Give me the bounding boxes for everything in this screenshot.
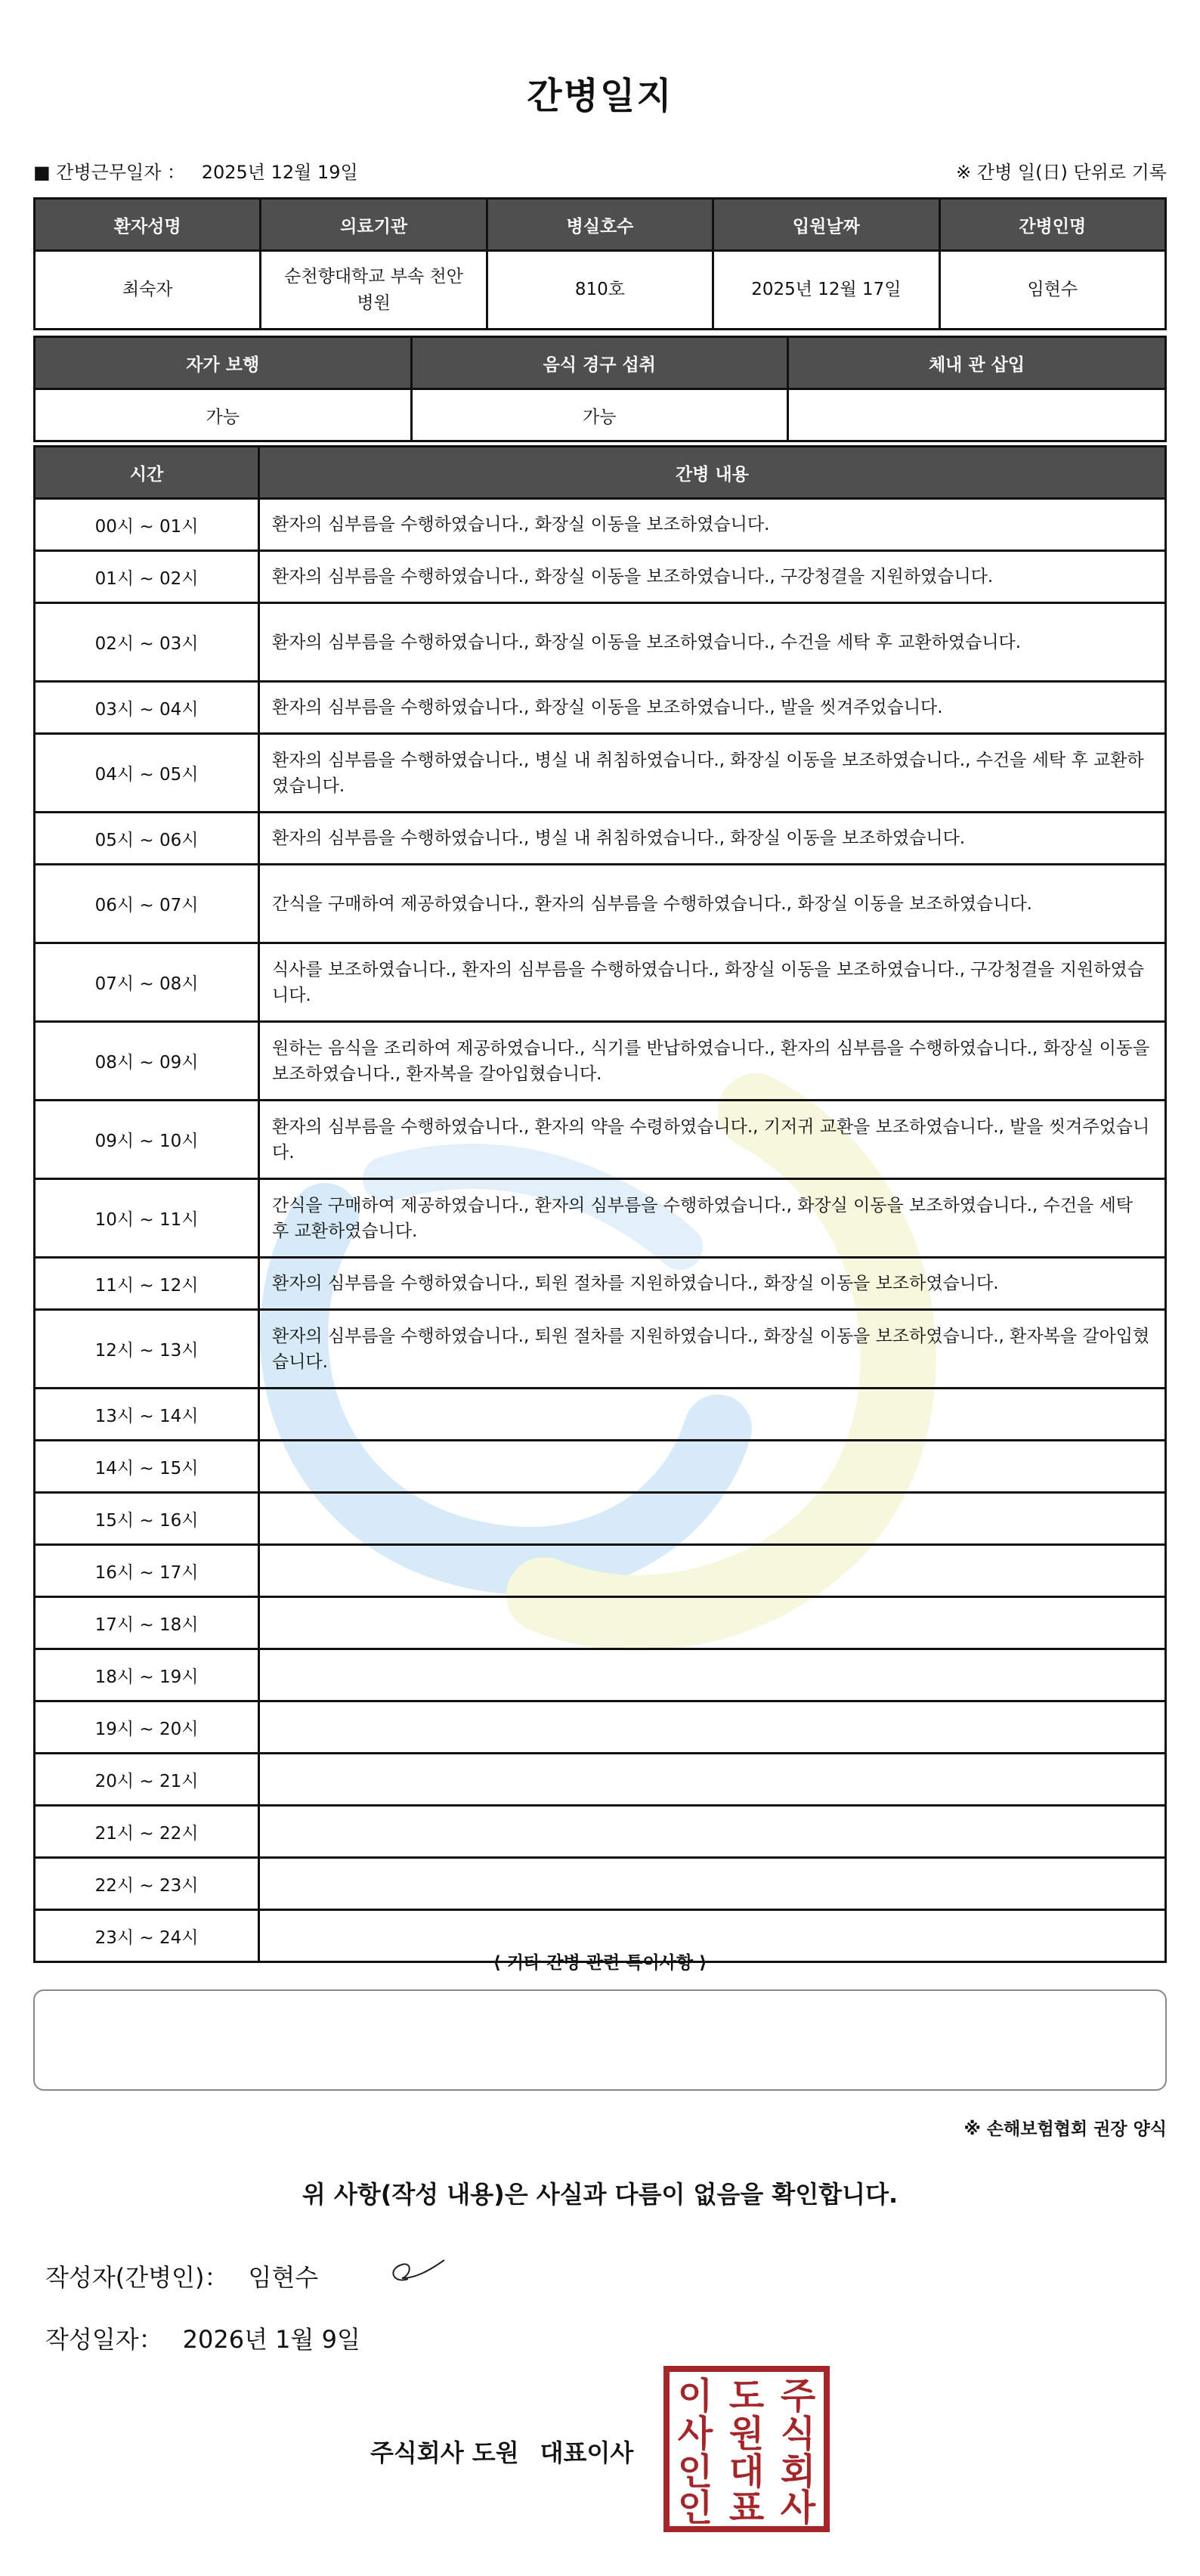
log-content: 환자의 심부름을 수행하였습니다., 화장실 이동을 보조하였습니다., 발을 씻겨주었습니다. (259, 682, 1166, 734)
log-content: 환자의 심부름을 수행하였습니다., 화장실 이동을 보조하였습니다., 수건을 세탁 후 교환하였습니다. (259, 603, 1166, 682)
log-content (259, 1754, 1166, 1806)
log-row (35, 813, 1166, 865)
log-time: 01시 ~ 02시 (35, 551, 259, 603)
author-name: 임현수 (248, 2263, 319, 2292)
log-time: 00시 ~ 01시 (35, 499, 259, 551)
log-time: 06시 ~ 07시 (35, 865, 259, 943)
log-time: 18시 ~ 19시 (35, 1649, 259, 1701)
log-content (259, 1649, 1166, 1701)
written-date-value: 2026년 1월 9일 (182, 2325, 360, 2354)
log-row (35, 1910, 1166, 1962)
log-content: 원하는 음식을 조리하여 제공하였습니다., 식기를 반납하였습니다., 환자의 심부름을 수행하였습니다., 화장실 이동을 보조하였습니다., 환자복을 갈아입혔습니다. (259, 1022, 1166, 1101)
header-hospital: 의료기관 (261, 199, 487, 251)
log-time: 21시 ~ 22시 (35, 1806, 259, 1858)
log-content: 환자의 심부름을 수행하였습니다., 화장실 이동을 보조하였습니다., 구강청결을 지원하였습니다. (259, 551, 1166, 603)
care-log-table (33, 445, 1167, 1963)
log-content (259, 1701, 1166, 1754)
log-content (259, 1858, 1166, 1910)
written-date-line (45, 2321, 360, 2355)
company-seal (662, 2364, 831, 2534)
seal-char: 이 (677, 2375, 713, 2417)
recommend-note: ※ 손해보험협회 권장 양식 (963, 2119, 1167, 2139)
seal-char: 대 (728, 2451, 765, 2493)
header-care-content: 간병 내용 (259, 447, 1166, 499)
log-content (259, 1545, 1166, 1597)
seal-char: 주 (780, 2375, 816, 2417)
seal-char: 회 (780, 2451, 816, 2493)
walking-value: 가능 (35, 389, 412, 441)
log-row (35, 603, 1166, 682)
log-row (35, 1441, 1166, 1493)
log-time: 09시 ~ 10시 (35, 1101, 259, 1179)
log-content (259, 1441, 1166, 1493)
log-row (35, 1101, 1166, 1179)
log-row (35, 943, 1166, 1022)
written-date-label: 작성일자： (45, 2325, 163, 2354)
log-row (35, 1310, 1166, 1389)
company-line (370, 2434, 633, 2469)
unit-note: ※ 간병 일(日) 단위로 기록 (956, 162, 1167, 183)
log-row (35, 1597, 1166, 1649)
company-name: 주식회사 도원 (370, 2438, 519, 2467)
log-row (35, 1022, 1166, 1101)
work-date-label: ■ 간병근무일자 ： (33, 162, 186, 183)
log-content: 간식을 구매하여 제공하였습니다., 환자의 심부름을 수행하였습니다., 화장실 이동을 보조하였습니다., 수건을 세탁 후 교환하였습니다. (259, 1179, 1166, 1258)
patient-name: 최숙자 (35, 251, 261, 330)
tube-insertion-value (788, 389, 1166, 441)
log-content: 환자의 심부름을 수행하였습니다., 병실 내 취침하였습니다., 화장실 이동을 보조하였습니다., 수건을 세탁 후 교환하였습니다. (259, 734, 1166, 813)
work-date (33, 157, 358, 184)
log-content: 식사를 보조하였습니다., 환자의 심부름을 수행하였습니다., 화장실 이동을 보조하였습니다., 구강청결을 지원하였습니다. (259, 943, 1166, 1022)
log-time: 14시 ~ 15시 (35, 1441, 259, 1493)
confirm-statement: 위 사항(작성 내용)은 사실과 다름이 없음을 확인합니다. (302, 2180, 898, 2209)
log-time: 03시 ~ 04시 (35, 682, 259, 734)
oral-intake-value: 가능 (411, 389, 788, 441)
log-time: 11시 ~ 12시 (35, 1258, 259, 1310)
log-content (259, 1806, 1166, 1858)
log-row (35, 1493, 1166, 1545)
header-caregiver-name: 간병인명 (939, 199, 1165, 251)
log-time: 10시 ~ 11시 (35, 1179, 259, 1258)
log-time: 04시 ~ 05시 (35, 734, 259, 813)
caregiver-name: 임현수 (939, 251, 1165, 330)
log-time: 15시 ~ 16시 (35, 1493, 259, 1545)
header-tube-insertion: 체내 관 삽입 (788, 337, 1166, 389)
log-row (35, 551, 1166, 603)
hospital-name: 순천향대학교 부속 천안 병원 (261, 251, 487, 330)
ability-table (33, 336, 1167, 442)
log-row (35, 1701, 1166, 1754)
log-content (259, 1389, 1166, 1441)
log-time: 05시 ~ 06시 (35, 813, 259, 865)
seal-char: 인 (677, 2487, 713, 2529)
seal-char: 표 (728, 2487, 765, 2529)
log-time: 02시 ~ 03시 (35, 603, 259, 682)
room-number: 810호 (487, 251, 713, 330)
log-time: 23시 ~ 24시 (35, 1910, 259, 1962)
log-row (35, 1858, 1166, 1910)
seal-char: 원 (728, 2413, 765, 2455)
seal-char: 식 (780, 2413, 816, 2455)
log-content (259, 1493, 1166, 1545)
log-content (259, 1910, 1166, 1962)
log-time: 13시 ~ 14시 (35, 1389, 259, 1441)
log-row (35, 865, 1166, 943)
notes-title: ⟨ 기타 간병 관련 특이사항 ⟩ (493, 1953, 707, 1973)
log-content (259, 1597, 1166, 1649)
log-time: 07시 ~ 08시 (35, 943, 259, 1022)
log-content: 환자의 심부름을 수행하였습니다., 퇴원 절차를 지원하였습니다., 화장실 이동을 보조하였습니다. (259, 1258, 1166, 1310)
log-content: 환자의 심부름을 수행하였습니다., 퇴원 절차를 지원하였습니다., 화장실 이동을 보조하였습니다., 환자복을 갈아입혔습니다. (259, 1310, 1166, 1389)
seal-char: 사 (677, 2413, 713, 2455)
signature-mark (385, 2252, 461, 2290)
header-time: 시간 (35, 447, 259, 499)
header-oral-intake: 음식 경구 섭취 (411, 337, 788, 389)
log-time: 16시 ~ 17시 (35, 1545, 259, 1597)
page-title: 간병일지 (527, 75, 673, 117)
log-time: 20시 ~ 21시 (35, 1754, 259, 1806)
log-content: 환자의 심부름을 수행하였습니다., 화장실 이동을 보조하였습니다. (259, 499, 1166, 551)
log-time: 17시 ~ 18시 (35, 1597, 259, 1649)
admission-date: 2025년 12월 17일 (713, 251, 939, 330)
log-row (35, 1179, 1166, 1258)
header-room: 병실호수 (487, 199, 713, 251)
header-patient-name: 환자성명 (35, 199, 261, 251)
log-row (35, 734, 1166, 813)
log-content: 환자의 심부름을 수행하였습니다., 병실 내 취침하였습니다., 화장실 이동을 보조하였습니다. (259, 813, 1166, 865)
author-label: 작성자(간병인)： (45, 2263, 229, 2292)
log-row (35, 1649, 1166, 1701)
patient-info-table (33, 197, 1167, 330)
log-row (35, 1754, 1166, 1806)
log-row (35, 1258, 1166, 1310)
work-date-value: 2025년 12월 19일 (201, 162, 358, 183)
header-walking: 자가 보행 (35, 337, 412, 389)
log-time: 12시 ~ 13시 (35, 1310, 259, 1389)
log-row (35, 1389, 1166, 1441)
log-row (35, 682, 1166, 734)
log-row (35, 1545, 1166, 1597)
log-time: 22시 ~ 23시 (35, 1858, 259, 1910)
log-row (35, 1806, 1166, 1858)
log-time: 08시 ~ 09시 (35, 1022, 259, 1101)
header-admission-date: 입원날짜 (713, 199, 939, 251)
log-row (35, 499, 1166, 551)
notes-box (33, 1989, 1167, 2091)
seal-char: 도 (728, 2375, 765, 2417)
log-content: 환자의 심부름을 수행하였습니다., 환자의 약을 수령하였습니다., 기저귀 교환을 보조하였습니다., 발을 씻겨주었습니다. (259, 1101, 1166, 1179)
log-content: 간식을 구매하여 제공하였습니다., 환자의 심부름을 수행하였습니다., 화장실 이동을 보조하였습니다. (259, 865, 1166, 943)
company-title: 대표이사 (540, 2438, 634, 2467)
seal-char: 사 (780, 2487, 816, 2529)
author-line (45, 2259, 318, 2293)
log-time: 19시 ~ 20시 (35, 1701, 259, 1754)
seal-char: 인 (677, 2451, 713, 2493)
